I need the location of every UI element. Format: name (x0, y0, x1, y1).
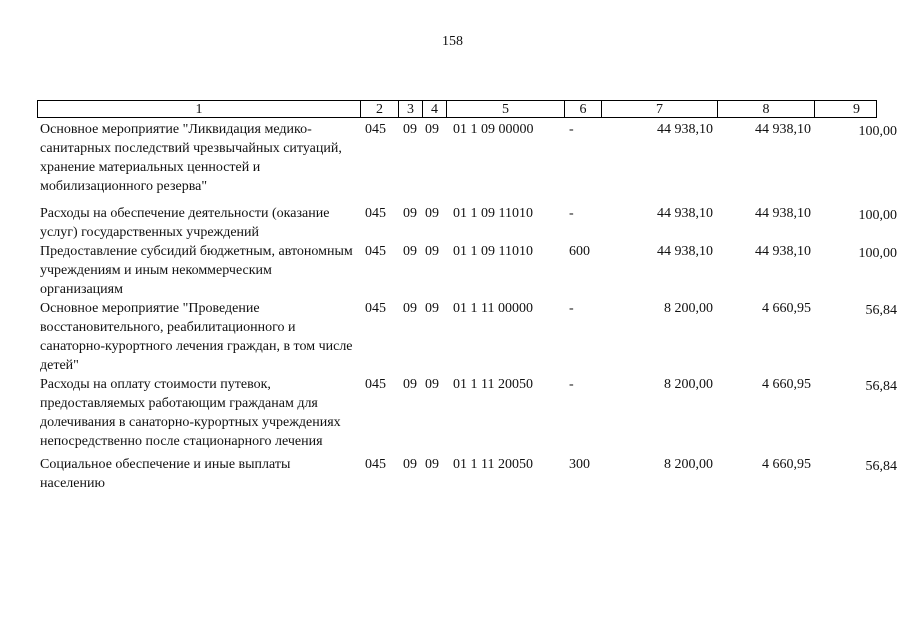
row-grbs: 045 (365, 244, 386, 259)
page-number: 158 (442, 34, 463, 49)
table-row (40, 204, 897, 242)
row-plan: 8 200,00 (664, 377, 713, 392)
header-col-3: 3 (398, 101, 422, 118)
header-col-8: 8 (717, 101, 814, 118)
table-header (37, 100, 877, 118)
table-row (40, 455, 897, 493)
row-name: Основное мероприятие "Ликвидация медико-санитарных последствий чрезвычайных ситуаций, хранение материальных ценностей и мобилизационного резерва" (40, 122, 342, 194)
row-plan: 44 938,10 (657, 244, 713, 259)
row-percent: 100,00 (858, 246, 897, 261)
row-percent: 56,84 (865, 459, 897, 474)
header-col-6: 6 (564, 101, 601, 118)
row-percent: 100,00 (858, 208, 897, 223)
row-pr: 09 (425, 244, 439, 259)
row-percent: 56,84 (865, 379, 897, 394)
row-fact: 44 938,10 (755, 206, 811, 221)
row-rz: 09 (403, 244, 417, 259)
header-col-9: 9 (814, 101, 898, 118)
row-name: Расходы на обеспечение деятельности (оказание услуг) государственных учреждений (40, 206, 330, 240)
row-grbs: 045 (365, 206, 386, 221)
row-csr: 01 1 11 00000 (453, 301, 533, 316)
table-row (40, 242, 897, 299)
row-csr: 01 1 09 11010 (453, 206, 533, 221)
row-vr: 300 (569, 457, 590, 472)
row-fact: 4 660,95 (762, 301, 811, 316)
row-fact: 4 660,95 (762, 377, 811, 392)
row-plan: 44 938,10 (657, 122, 713, 137)
table-row (40, 299, 897, 375)
row-fact: 44 938,10 (755, 244, 811, 259)
table-row (40, 375, 897, 451)
row-fact: 4 660,95 (762, 457, 811, 472)
row-name: Расходы на оплату стоимости путевок, предоставляемых работающим гражданам для долечивания в санаторно-курортных учреждениях непосредственно после стационарного лечения (40, 377, 341, 449)
row-name: Предоставление субсидий бюджетным, автономным учреждениям и иным некоммерческим организациям (40, 244, 353, 297)
row-vr: - (569, 377, 574, 392)
row-pr: 09 (425, 377, 439, 392)
header-col-1: 1 (195, 102, 203, 117)
row-rz: 09 (403, 122, 417, 137)
row-pr: 09 (425, 457, 439, 472)
row-vr: - (569, 206, 574, 221)
row-vr: 600 (569, 244, 590, 259)
row-csr: 01 1 11 20050 (453, 377, 533, 392)
table-row (40, 120, 897, 196)
table-body (40, 120, 897, 493)
header-col-4: 4 (422, 101, 446, 118)
row-pr: 09 (425, 122, 439, 137)
row-grbs: 045 (365, 301, 386, 316)
row-plan: 44 938,10 (657, 206, 713, 221)
row-rz: 09 (403, 206, 417, 221)
row-rz: 09 (403, 377, 417, 392)
row-percent: 100,00 (858, 124, 897, 139)
row-percent: 56,84 (865, 303, 897, 318)
row-rz: 09 (403, 457, 417, 472)
row-vr: - (569, 301, 574, 316)
row-pr: 09 (425, 206, 439, 221)
row-rz: 09 (403, 301, 417, 316)
row-fact: 44 938,10 (755, 122, 811, 137)
row-pr: 09 (425, 301, 439, 316)
row-csr: 01 1 09 11010 (453, 244, 533, 259)
row-csr: 01 1 11 20050 (453, 457, 533, 472)
row-name: Основное мероприятие "Проведение восстановительного, реабилитационного и санаторно-курортного лечения граждан, в том числе детей" (40, 301, 353, 373)
row-vr: - (569, 122, 574, 137)
row-grbs: 045 (365, 457, 386, 472)
header-col-7: 7 (601, 101, 717, 118)
row-csr: 01 1 09 00000 (453, 122, 534, 137)
row-plan: 8 200,00 (664, 457, 713, 472)
row-name: Социальное обеспечение и иные выплаты населению (40, 457, 291, 491)
header-col-5: 5 (446, 101, 564, 118)
row-grbs: 045 (365, 377, 386, 392)
header-col-2: 2 (360, 101, 398, 118)
row-plan: 8 200,00 (664, 301, 713, 316)
row-grbs: 045 (365, 122, 386, 137)
